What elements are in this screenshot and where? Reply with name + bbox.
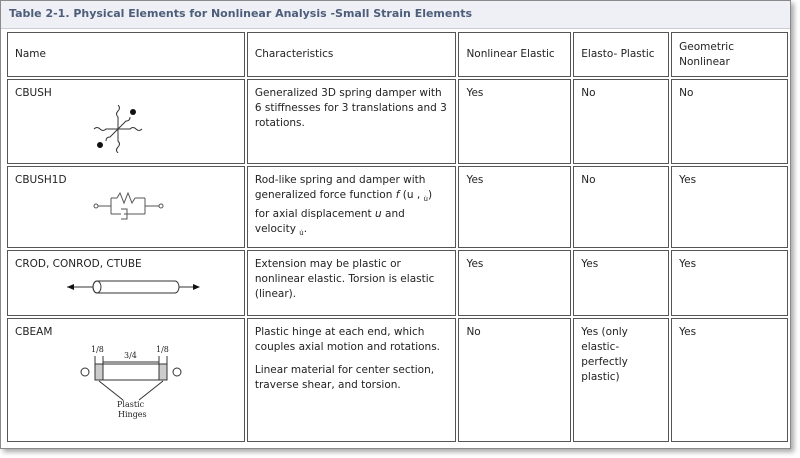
cell-geometric-nonlinear: Yes bbox=[671, 318, 788, 442]
fig-label-center: 3/4 bbox=[124, 351, 137, 361]
table-row bbox=[7, 318, 788, 442]
cell-name bbox=[7, 79, 245, 164]
cell-elasto-plastic: No bbox=[573, 166, 669, 248]
char-close: ) for axial displacement bbox=[254, 189, 433, 221]
cell-geometric-nonlinear: Yes bbox=[671, 166, 788, 248]
element-name: CBEAM bbox=[15, 326, 53, 339]
cell-characteristics: Generalized 3D spring damper with 6 stiffnesses for 3 translations and 3 rotations. bbox=[247, 79, 457, 164]
cell-elasto-plastic: Yes bbox=[573, 250, 669, 316]
beam-icon bbox=[67, 344, 197, 424]
char-end: . bbox=[303, 223, 308, 236]
fig-label-hinge1: Plastic bbox=[117, 400, 145, 410]
cell-characteristics: Extension may be plastic or nonlinear elastic. Torsion is elastic (linear). bbox=[247, 250, 457, 316]
element-name: CBUSH bbox=[15, 87, 52, 99]
table-row bbox=[7, 79, 788, 164]
element-name: CROD, CONROD, CTUBE bbox=[15, 258, 142, 271]
cell-characteristics bbox=[247, 166, 457, 248]
rod-icon bbox=[65, 276, 205, 298]
char-func: f bbox=[395, 189, 400, 201]
cell-geometric-nonlinear: Yes bbox=[671, 250, 788, 316]
char-udot-sub: u̇ bbox=[423, 195, 428, 204]
cell-elasto-plastic: No bbox=[573, 79, 669, 164]
char-args: (u , bbox=[399, 189, 424, 201]
header-name: Name bbox=[7, 32, 245, 77]
header-nonlinear-elastic: Nonlinear Elastic bbox=[458, 32, 571, 77]
char-paragraph-1: Plastic hinge at each end, which couples axial motion and rotations. bbox=[254, 326, 441, 354]
elements-table bbox=[5, 30, 790, 444]
fig-label-left: 1/8 bbox=[91, 345, 104, 355]
char-u: u bbox=[375, 208, 382, 221]
header-geometric-nonlinear: Geometric Nonlinear bbox=[671, 32, 788, 77]
cell-geometric-nonlinear: No bbox=[671, 79, 788, 164]
table-row bbox=[7, 250, 788, 316]
char-udot: u̇ bbox=[299, 229, 304, 238]
cell-name bbox=[7, 318, 245, 442]
header-row bbox=[7, 32, 788, 77]
cell-characteristics bbox=[247, 318, 457, 442]
char-paragraph-2: Linear material for center section, traverse shear, and torsion. bbox=[254, 364, 435, 392]
element-name: CBUSH1D bbox=[15, 174, 67, 186]
spring-damper-1d-icon bbox=[93, 192, 173, 224]
cell-nonlinear-elastic: Yes bbox=[458, 250, 571, 316]
table-caption: Table 2-1. Physical Elements for Nonlinear Analysis -Small Strain Elements bbox=[1, 1, 790, 29]
fig-label-right: 1/8 bbox=[156, 345, 169, 355]
cell-nonlinear-elastic: Yes bbox=[458, 166, 571, 248]
cell-nonlinear-elastic: No bbox=[458, 318, 571, 442]
char-mid: and velocity bbox=[254, 208, 405, 236]
header-characteristics: Characteristics bbox=[247, 32, 457, 77]
spring-damper-3d-icon bbox=[83, 105, 153, 153]
cell-name bbox=[7, 250, 245, 316]
cell-elasto-plastic: Yes (only elastic-perfectly plastic) bbox=[573, 318, 669, 442]
fig-label-hinge2: Hinges bbox=[118, 410, 147, 420]
cell-name bbox=[7, 166, 245, 248]
cell-nonlinear-elastic: Yes bbox=[458, 79, 571, 164]
header-elasto-plastic: Elasto- Plastic bbox=[573, 32, 669, 77]
char-text-1: Rod-like spring and damper with generalized force function bbox=[254, 174, 426, 201]
table-row bbox=[7, 166, 788, 248]
